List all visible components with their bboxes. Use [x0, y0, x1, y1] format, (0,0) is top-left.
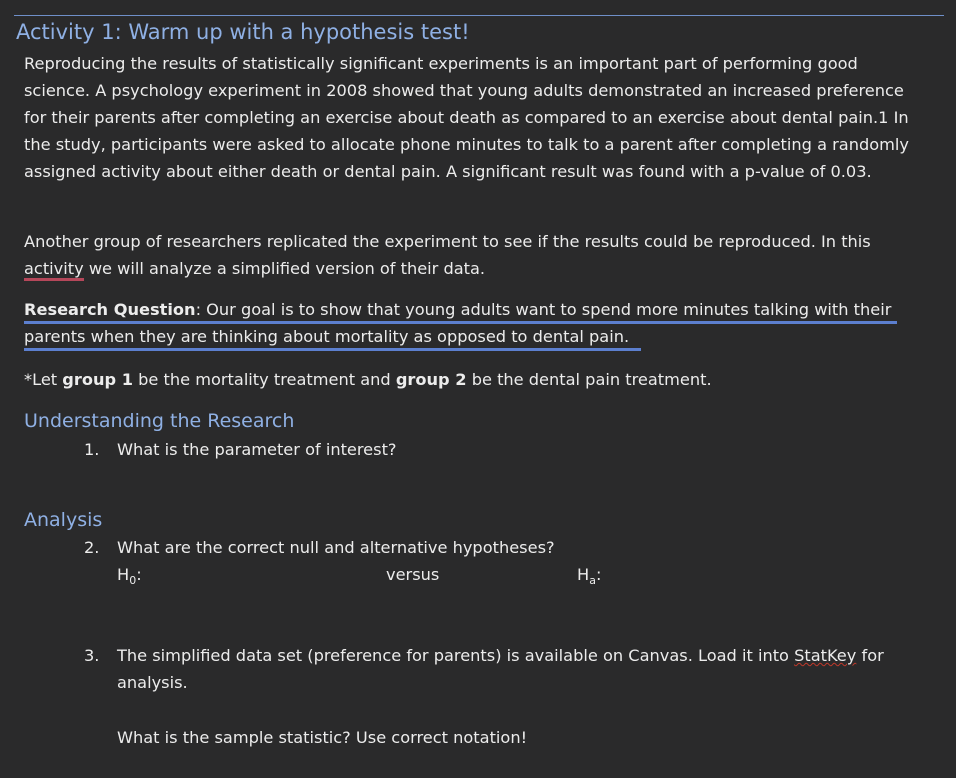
question-2	[84, 534, 555, 561]
heading-rule	[14, 15, 944, 16]
h0-colon: :	[136, 565, 142, 584]
question-1-number: 1.	[84, 440, 100, 459]
question-2-number: 2.	[84, 538, 100, 557]
group2-label: group 2	[395, 370, 467, 389]
null-hypothesis-label	[117, 561, 142, 594]
research-question-label: Research Question	[24, 300, 196, 319]
question-3-number: 3.	[84, 646, 100, 665]
ha-colon: :	[595, 565, 602, 584]
question-3-text-a: The simplified data set (preference for parents) is available on Canvas. Load it into	[117, 646, 795, 665]
h0-letter: H	[117, 565, 130, 584]
activity-title: Activity 1: Warm up with a hypothesis test!	[16, 20, 470, 44]
versus-label: versus	[386, 565, 440, 584]
intro-paragraph: Reproducing the results of statistically significant experiments is an important part of performing good science. A psychology experiment in 2008 showed that young adults demonstrated an increased preference for their parents after completing an exercise about death as compared to an exercise about dental pain.1 In the study, participants were asked to allocate phone minutes to talk to a parent after completing a randomly assigned activity about either death or dental pain. A significant result was found with a p-value of 0.03.	[24, 54, 909, 181]
research-question	[24, 296, 929, 350]
replication-text-a: Another group of researchers replicated the experiment to see if the results could be reproduced. In this	[24, 232, 871, 251]
question-3	[84, 642, 914, 696]
groups-note-suffix: be the dental pain treatment.	[466, 370, 712, 389]
question-4-text: What is the sample statistic? Use correct notation!	[117, 728, 528, 747]
research-question-text: : Our goal is to show that young adults want to spend more minutes talking with their parents when they are thinking about mortality as opposed to dental pain.	[24, 300, 892, 346]
question-1	[84, 436, 397, 463]
question-2-text: What are the correct null and alternative hypotheses?	[117, 538, 555, 557]
groups-note-middle: be the mortality treatment and	[132, 370, 396, 389]
alternative-hypothesis-label	[577, 561, 601, 594]
ha-letter: H	[577, 565, 590, 584]
question-3-text	[117, 642, 907, 696]
replication-paragraph	[24, 228, 929, 282]
h0-subscript: 0	[129, 574, 137, 588]
question-1-text: What is the parameter of interest?	[117, 440, 397, 459]
analysis-heading: Analysis	[24, 509, 103, 531]
statkey-word: StatKey	[794, 646, 857, 665]
groups-note	[24, 366, 929, 393]
activity-word: activity	[24, 259, 84, 281]
group1-label: group 1	[62, 370, 133, 389]
replication-text-b: we will analyze a simplified version of their data.	[83, 259, 486, 278]
understanding-heading: Understanding the Research	[24, 410, 295, 432]
groups-note-prefix: *Let	[24, 370, 63, 389]
ha-subscript: a	[589, 574, 596, 588]
question-3-text-b: for analysis.	[117, 646, 884, 692]
